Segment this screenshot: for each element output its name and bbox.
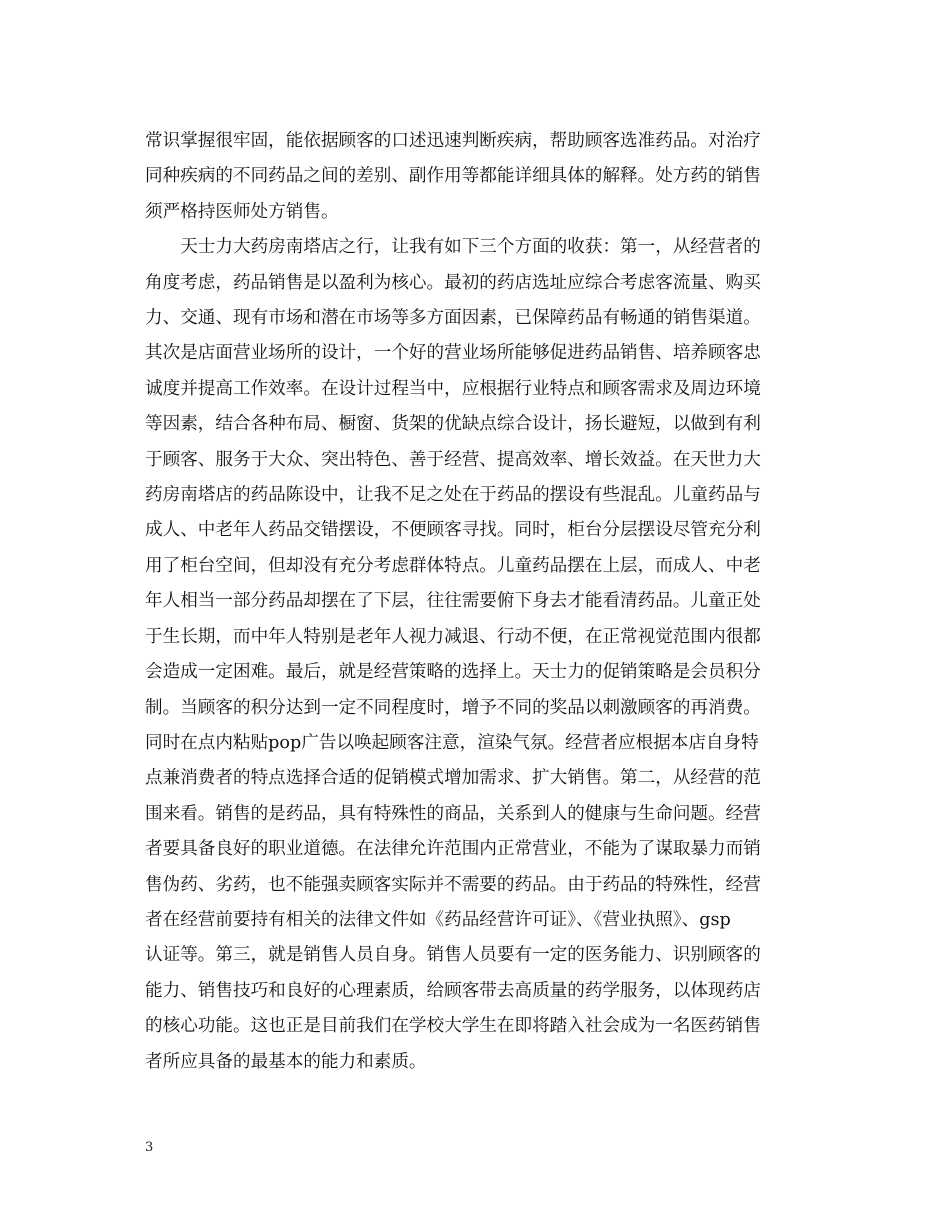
text-line: 须严格持医师处方销售。 bbox=[145, 201, 339, 222]
text-line: 者要具备良好的职业道德。在法律允许范围内正常营业，不能为了谋取暴力而销 bbox=[145, 839, 761, 860]
text-line: 者在经营前要持有相关的法律文件如《药品经营许可证》、《营业执照》、gsp bbox=[145, 909, 731, 930]
text-line: 同时在点内粘贴pop广告以唤起顾客注意，渲染气氛。经营者应根据本店自身特 bbox=[145, 732, 759, 753]
text-line: 的核心功能。这也正是目前我们在学校大学生在即将踏入社会成为一名医药销售 bbox=[145, 1016, 761, 1037]
page-number: 3 bbox=[145, 1140, 154, 1155]
text-line: 其次是店面营业场所的设计，一个好的营业场所能够促进药品销售、培养顾客忠 bbox=[145, 343, 761, 364]
text-line: 药房南塔店的药品陈设中，让我不足之处在于药品的摆设有些混乱。儿童药品与 bbox=[145, 485, 761, 506]
text-line: 于生长期，而中年人特别是老年人视力减退、行动不便，在正常视觉范围内很都 bbox=[145, 626, 761, 647]
text-line: 点兼消费者的特点选择合适的促销模式增加需求、扩大销售。第二，从经营的范 bbox=[145, 768, 761, 789]
document-body bbox=[145, 124, 805, 1080]
text-line: 用了柜台空间，但却没有充分考虑群体特点。儿童药品摆在上层，而成人、中老 bbox=[145, 555, 761, 576]
text-line: 天士力大药房南塔店之行，让我有如下三个方面的收获：第一，从经营者的 bbox=[180, 237, 761, 258]
text-line: 者所应具备的最基本的能力和素质。 bbox=[145, 1051, 427, 1072]
paragraph-2 bbox=[145, 230, 805, 1080]
text-line: 年人相当一部分药品却摆在了下层，往往需要俯下身去才能看清药品。儿童正处 bbox=[145, 591, 761, 612]
text-line: 力、交通、现有市场和潜在市场等多方面因素，已保障药品有畅通的销售渠道。 bbox=[145, 308, 761, 329]
text-line: 等因素，结合各种布局、橱窗、货架的优缺点综合设计，扬长避短，以做到有利 bbox=[145, 414, 761, 435]
text-line: 认证等。第三，就是销售人员自身。销售人员要有一定的医务能力、识别顾客的 bbox=[145, 945, 761, 966]
text-line: 同种疾病的不同药品之间的差别、副作用等都能详细具体的解释。处方药的销售 bbox=[145, 166, 761, 187]
text-line: 于顾客、服务于大众、突出特色、善于经营、提高效率、增长效益。在天世力大 bbox=[145, 449, 761, 470]
text-line: 能力、销售技巧和良好的心理素质，给顾客带去高质量的药学服务，以体现药店 bbox=[145, 980, 761, 1001]
text-line: 售伪药、劣药，也不能强卖顾客实际并不需要的药品。由于药品的特殊性，经营 bbox=[145, 874, 761, 895]
paragraph-1 bbox=[145, 124, 805, 230]
text-line: 围来看。销售的是药品，具有特殊性的商品，关系到人的健康与生命问题。经营 bbox=[145, 803, 761, 824]
text-line: 常识掌握很牢固，能依据顾客的口述迅速判断疾病，帮助顾客选准药品。对治疗 bbox=[145, 131, 761, 151]
text-line: 会造成一定困难。最后，就是经营策略的选择上。天士力的促销策略是会员积分 bbox=[145, 662, 761, 683]
text-line: 制。当顾客的积分达到一定不同程度时，增予不同的奖品以刺激顾客的再消费。 bbox=[145, 697, 761, 718]
text-line: 诚度并提高工作效率。在设计过程当中，应根据行业特点和顾客需求及周边环境 bbox=[145, 378, 761, 399]
text-line: 成人、中老年人药品交错摆设，不便顾客寻找。同时，柜台分层摆设尽管充分利 bbox=[145, 520, 761, 541]
text-line: 角度考虑，药品销售是以盈利为核心。最初的药店选址应综合考虑客流量、购买 bbox=[145, 272, 761, 293]
